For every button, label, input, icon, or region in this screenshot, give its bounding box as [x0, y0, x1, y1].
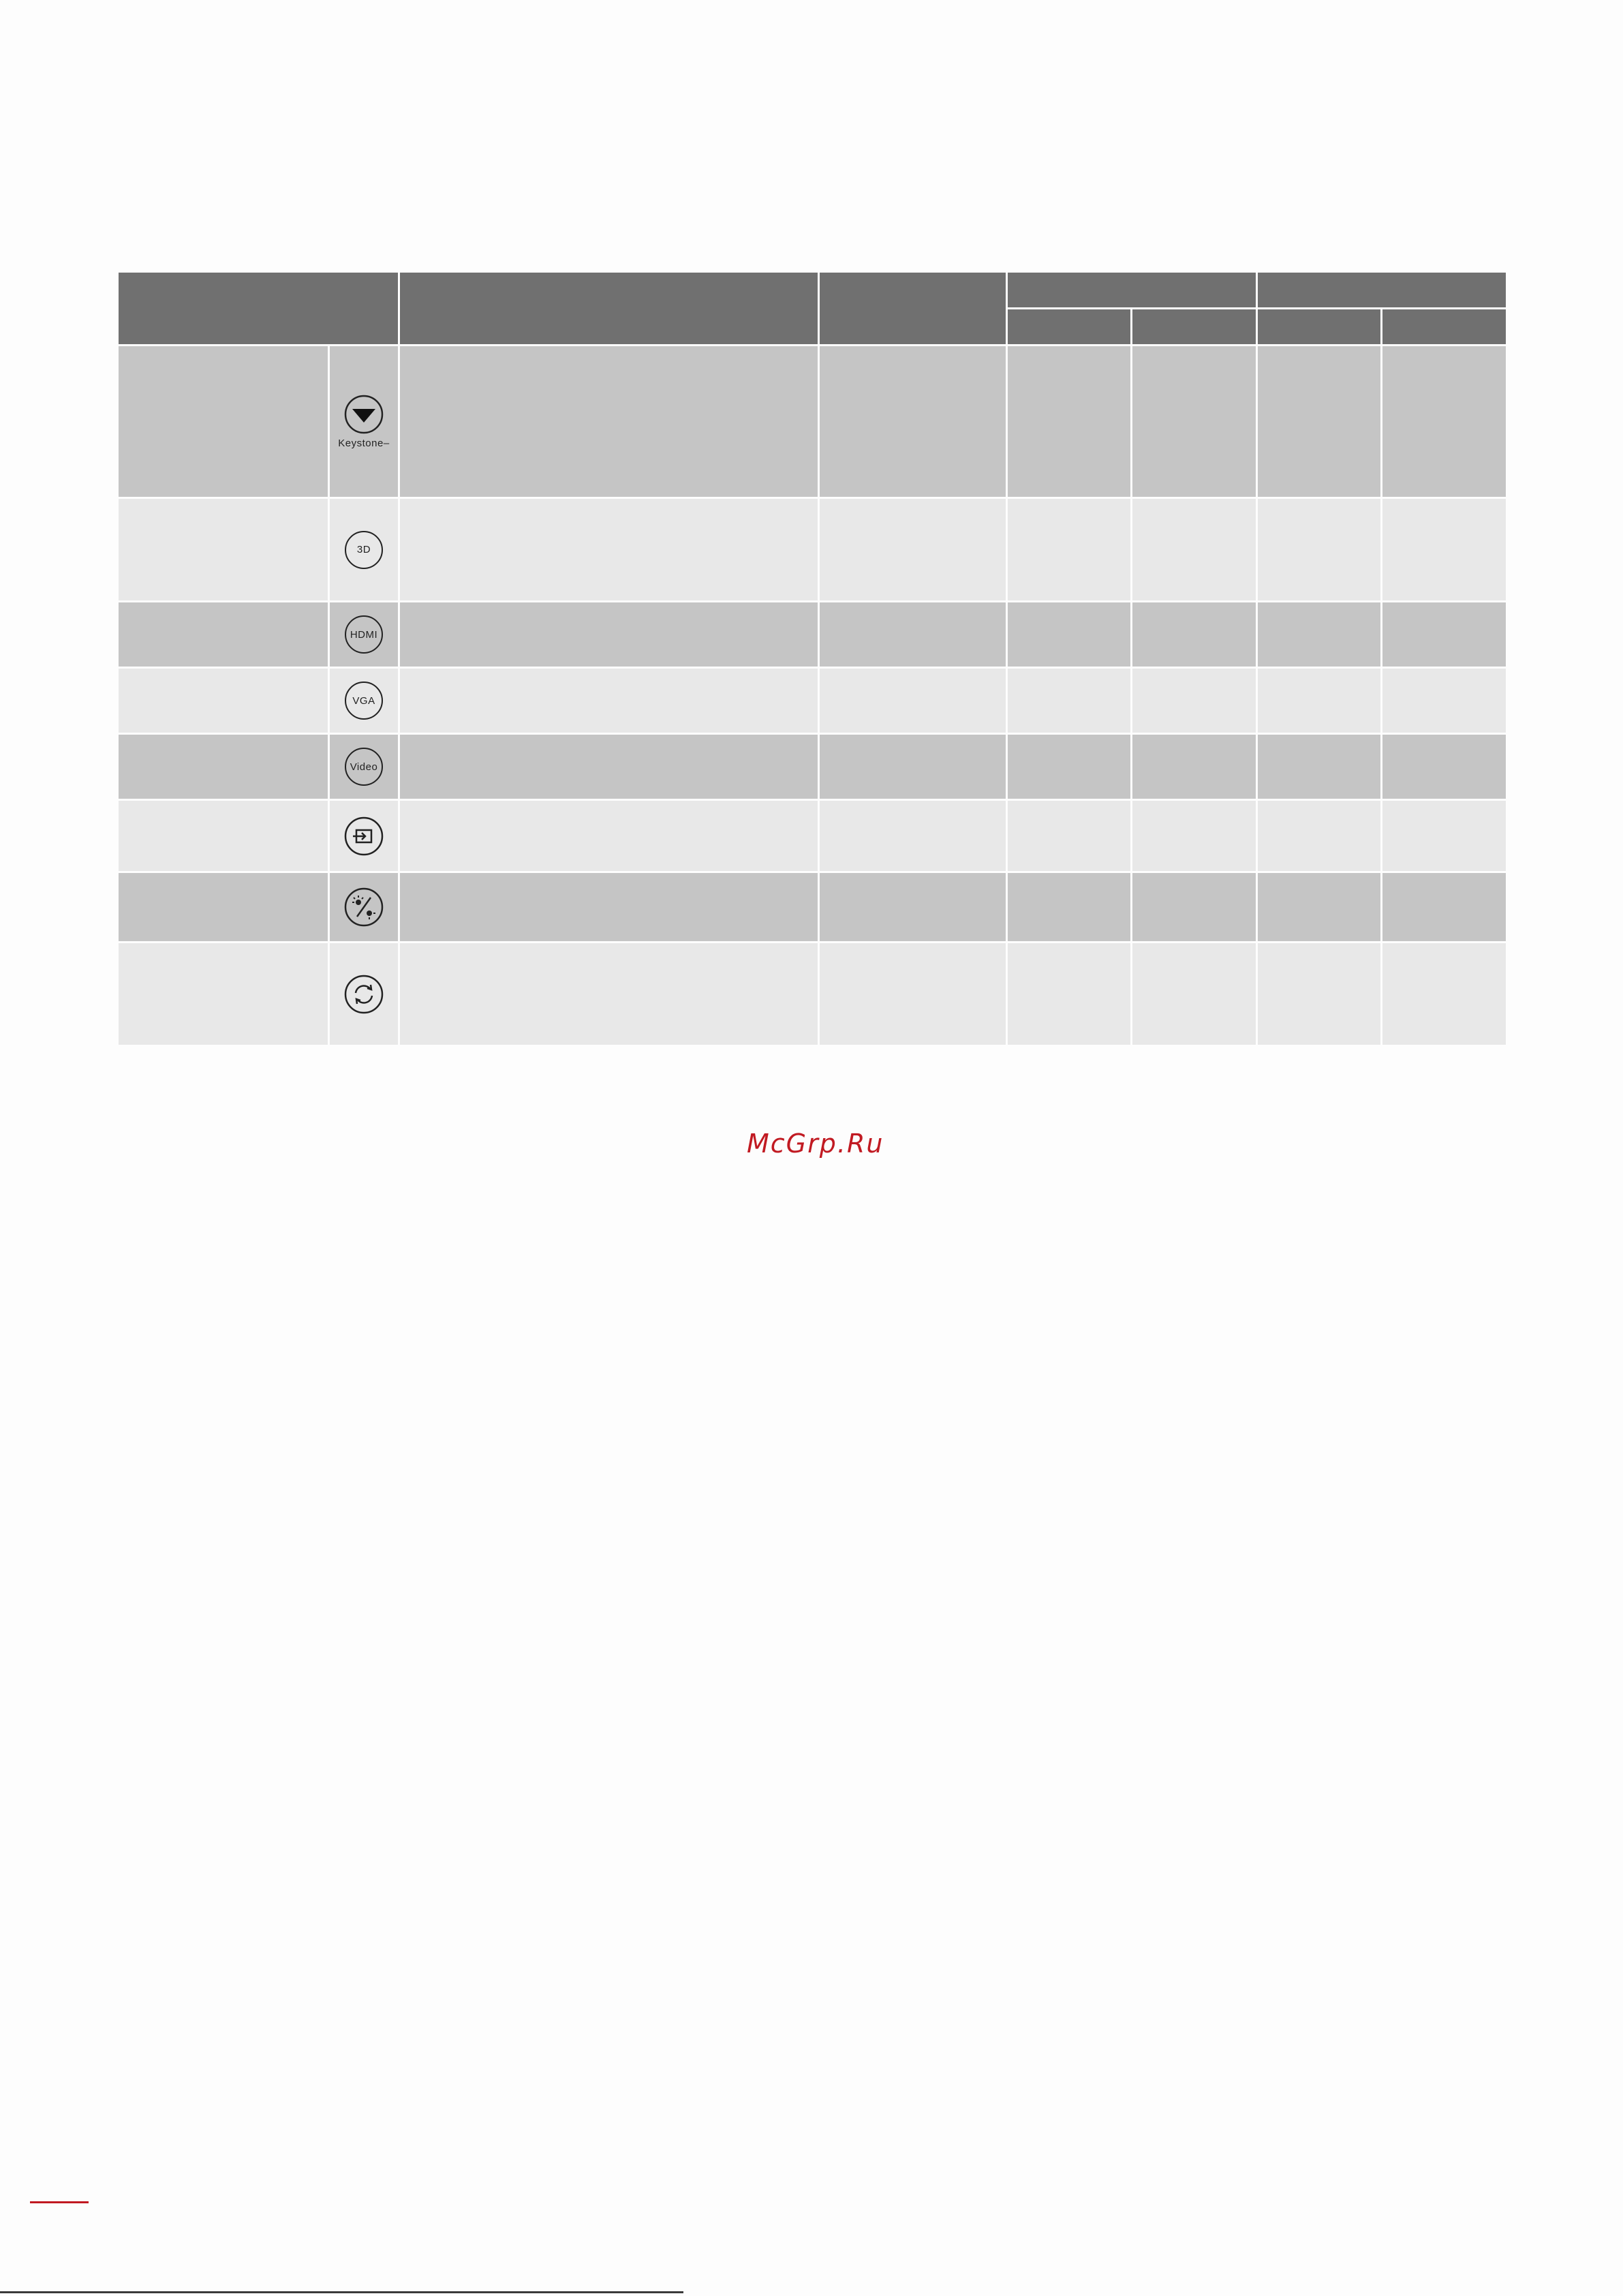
vga-button-icon: VGA — [345, 682, 383, 720]
key-name-cell — [118, 872, 329, 943]
key-name-cell — [118, 800, 329, 872]
table-header — [118, 272, 1507, 346]
header-cell-description — [399, 272, 819, 346]
value-cell — [1132, 943, 1257, 1046]
value-cell — [1132, 602, 1257, 668]
footer-rule — [0, 2291, 683, 2293]
table-row — [118, 800, 1507, 872]
value-cell — [1007, 800, 1132, 872]
code-cell — [819, 800, 1007, 872]
value-cell — [1132, 668, 1257, 734]
value-cell — [1007, 346, 1132, 498]
3d-button-icon: 3D — [345, 531, 383, 569]
header-subcell — [1007, 309, 1132, 346]
value-cell — [1257, 872, 1382, 943]
code-cell — [819, 498, 1007, 602]
table-row — [118, 346, 1507, 498]
code-cell — [819, 602, 1007, 668]
key-name-cell — [118, 668, 329, 734]
source-input-icon — [343, 816, 384, 857]
code-cell — [819, 346, 1007, 498]
key-name-cell — [118, 498, 329, 602]
value-cell — [1382, 346, 1507, 498]
value-cell — [1132, 734, 1257, 800]
table-row — [118, 668, 1507, 734]
key-name-cell — [118, 602, 329, 668]
table-row — [118, 498, 1507, 602]
description-cell — [399, 668, 819, 734]
value-cell — [1382, 498, 1507, 602]
header-subcell — [1132, 309, 1257, 346]
code-cell — [819, 668, 1007, 734]
table-row — [118, 872, 1507, 943]
header-cell-group-2 — [1257, 272, 1507, 309]
value-cell — [1257, 498, 1382, 602]
description-cell — [399, 943, 819, 1046]
value-cell — [1257, 800, 1382, 872]
value-cell — [1132, 800, 1257, 872]
icon-cell — [329, 346, 399, 498]
value-cell — [1007, 602, 1132, 668]
table-row — [118, 602, 1507, 668]
value-cell — [1007, 872, 1132, 943]
header-cell-key — [118, 272, 399, 346]
value-cell — [1007, 734, 1132, 800]
resync-icon — [343, 974, 384, 1015]
value-cell — [1132, 872, 1257, 943]
brightness-mode-icon — [343, 887, 384, 928]
value-cell — [1257, 668, 1382, 734]
description-cell — [399, 346, 819, 498]
icon-cell — [329, 872, 399, 943]
value-cell — [1132, 498, 1257, 602]
value-cell — [1382, 668, 1507, 734]
value-cell — [1257, 734, 1382, 800]
code-cell — [819, 872, 1007, 943]
table-body — [118, 346, 1507, 1046]
description-cell — [399, 498, 819, 602]
icon-cell — [329, 800, 399, 872]
key-name-cell — [118, 943, 329, 1046]
key-name-cell — [118, 734, 329, 800]
value-cell — [1257, 943, 1382, 1046]
code-cell — [819, 734, 1007, 800]
description-cell — [399, 800, 819, 872]
video-button-icon: Video — [345, 748, 383, 786]
value-cell — [1382, 734, 1507, 800]
value-cell — [1382, 602, 1507, 668]
footer-accent-rule — [30, 2201, 89, 2203]
hdmi-button-icon: HDMI — [345, 615, 383, 654]
icon-cell — [329, 943, 399, 1046]
header-cell-group-1 — [1007, 272, 1257, 309]
description-cell — [399, 602, 819, 668]
watermark-text: McGrp.Ru — [747, 1129, 884, 1159]
keystone-down-icon — [343, 394, 384, 435]
value-cell — [1257, 346, 1382, 498]
value-cell — [1007, 943, 1132, 1046]
value-cell — [1007, 668, 1132, 734]
value-cell — [1257, 602, 1382, 668]
value-cell — [1132, 346, 1257, 498]
key-name-cell — [118, 346, 329, 498]
code-cell — [819, 943, 1007, 1046]
value-cell — [1382, 800, 1507, 872]
value-cell — [1382, 872, 1507, 943]
table-row — [118, 734, 1507, 800]
keystone-caption: Keystone– — [338, 438, 390, 449]
description-cell — [399, 734, 819, 800]
icon-cell — [329, 602, 399, 668]
icon-cell — [329, 498, 399, 602]
icon-cell — [329, 734, 399, 800]
value-cell — [1007, 498, 1132, 602]
remote-code-table — [117, 271, 1508, 1047]
table-row — [118, 943, 1507, 1046]
description-cell — [399, 872, 819, 943]
header-cell-code — [819, 272, 1007, 346]
header-subcell — [1257, 309, 1382, 346]
value-cell — [1382, 943, 1507, 1046]
icon-cell — [329, 668, 399, 734]
header-subcell — [1382, 309, 1507, 346]
